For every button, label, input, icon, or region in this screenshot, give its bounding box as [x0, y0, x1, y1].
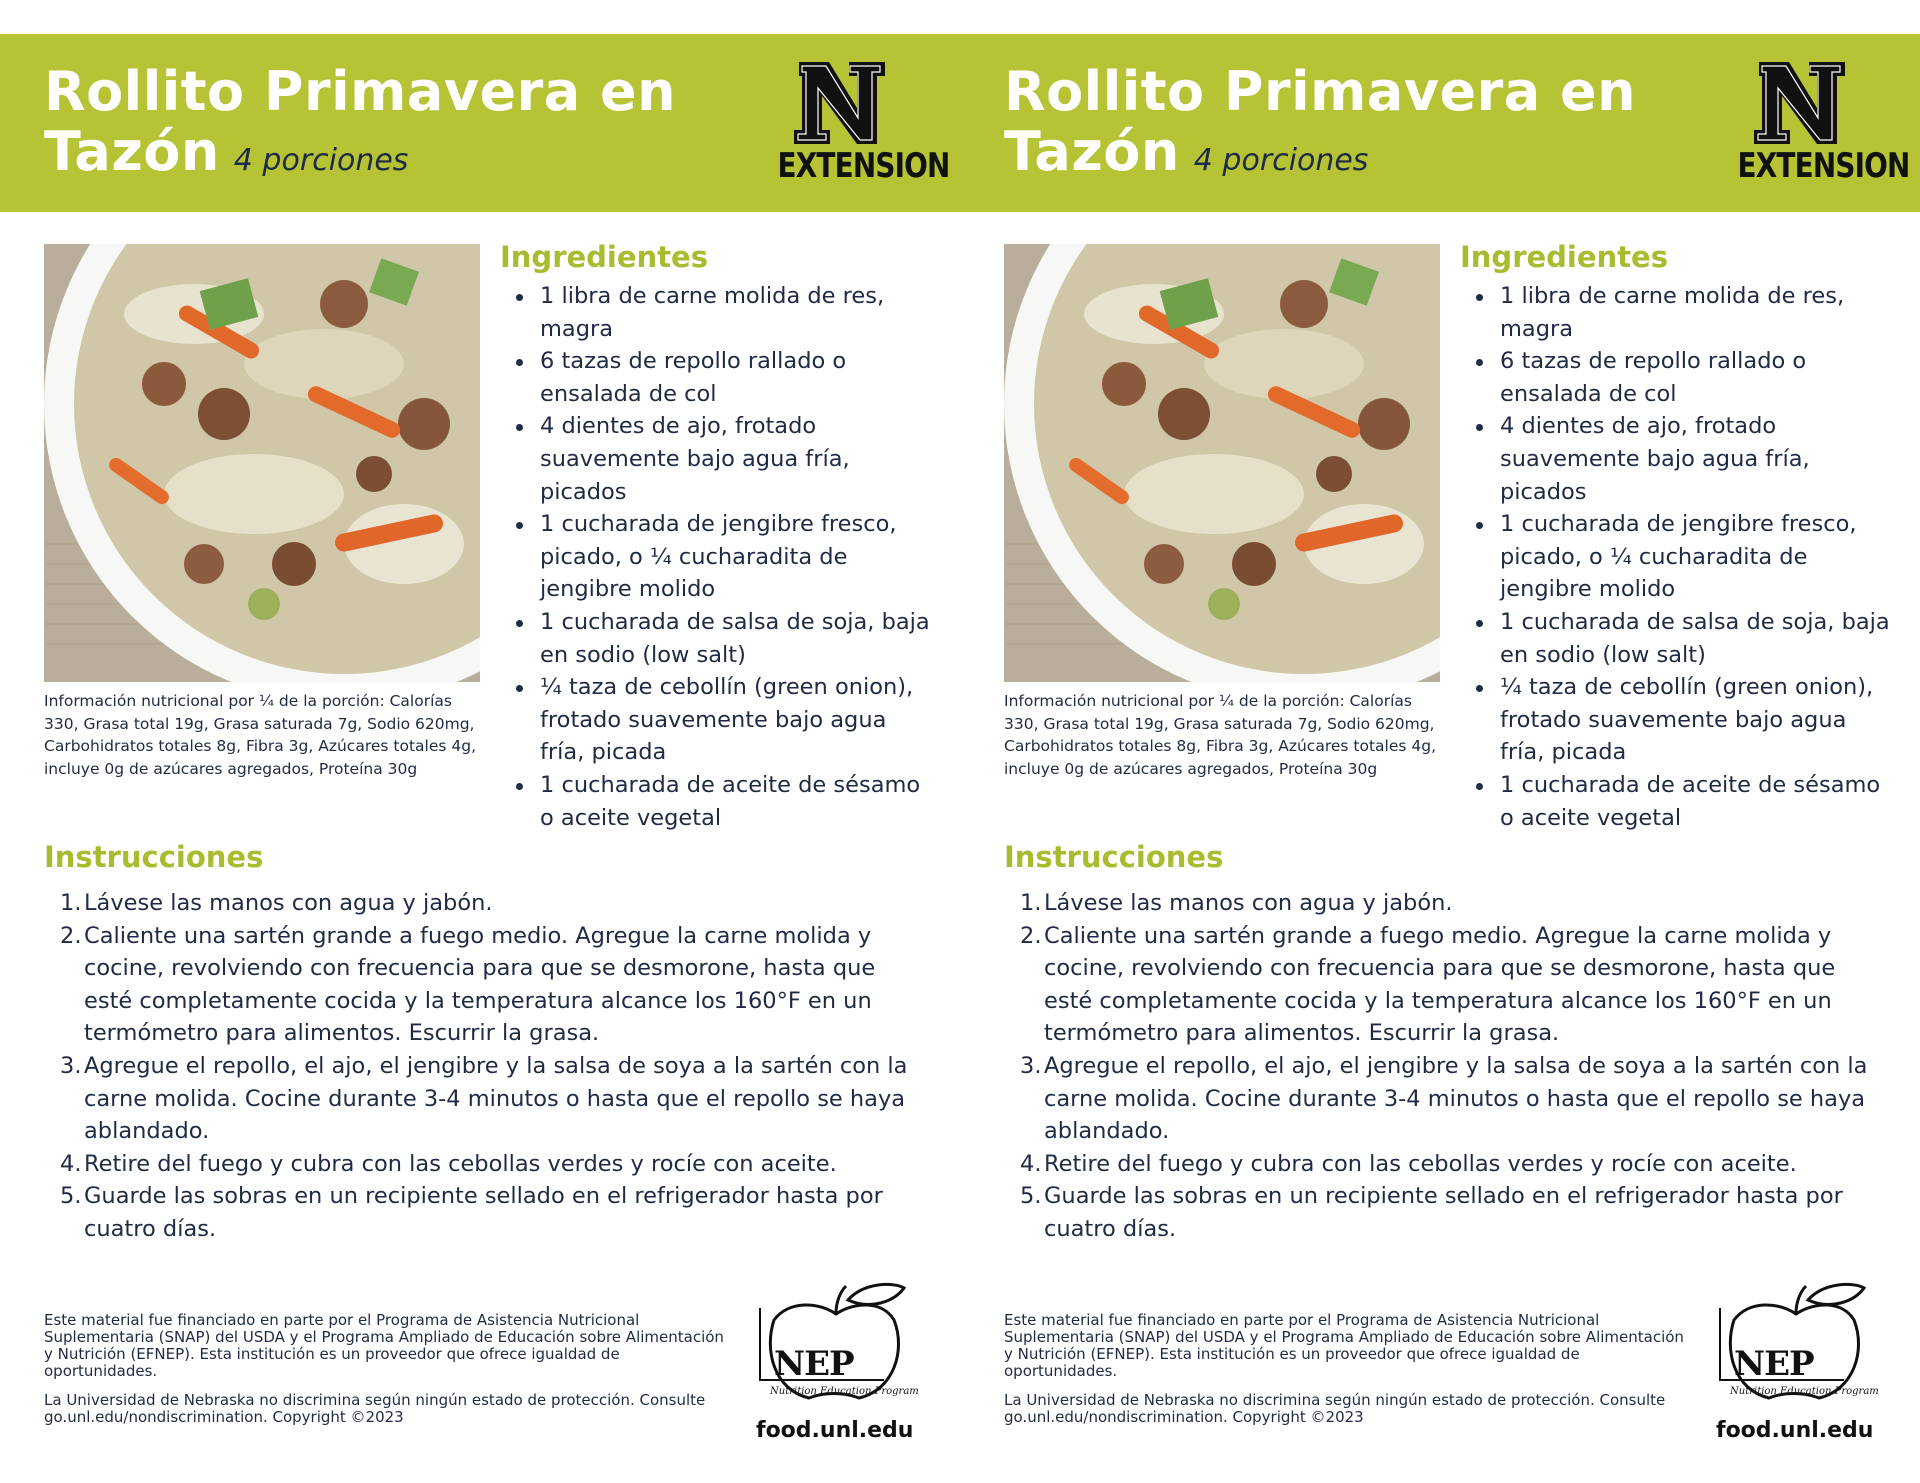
website-link[interactable]: food.unl.edu: [756, 1418, 914, 1443]
step-number: 2.: [60, 922, 82, 949]
egg-roll-bowl-image: [44, 244, 480, 682]
instruction-step: [60, 1050, 910, 1148]
instruction-step: [1020, 1050, 1870, 1148]
servings-label: 4 porciones: [1193, 143, 1369, 178]
title-line-2: Tazón: [1004, 120, 1180, 183]
nep-logo: [1714, 1280, 1884, 1410]
instruction-step: [60, 1180, 910, 1245]
instruction-step: [1020, 1148, 1870, 1181]
nep-logo: [754, 1280, 924, 1410]
ingredients-heading: Ingredientes: [1460, 240, 1668, 274]
nep-logo-text: NEP: [1734, 1344, 1814, 1384]
step-text: Lávese las manos con agua y jabón.: [84, 890, 493, 916]
ingredients-list: [1470, 280, 1890, 834]
step-number: 5.: [1020, 1183, 1042, 1210]
step-number: 1.: [60, 890, 82, 916]
footer-text: [1004, 1312, 1684, 1438]
instruction-step: [60, 1148, 910, 1181]
ingredient-item: 6 tazas de repollo rallado o ensalada de col: [1470, 345, 1890, 410]
ingredient-item: 6 tazas de repollo rallado o ensalada de col: [510, 345, 930, 410]
nondiscrimination-statement: La Universidad de Nebraska no discrimina según ningún estado de protección. Consulte go.unl.edu/nondiscrimination. Copyright ©2023: [1004, 1391, 1666, 1426]
instructions-list: [1020, 887, 1870, 1246]
nep-logo-text: NEP: [774, 1344, 854, 1384]
instructions-heading: Instrucciones: [1004, 840, 1224, 874]
website-link[interactable]: food.unl.edu: [1716, 1418, 1874, 1443]
title-banner: [960, 34, 1920, 212]
recipe-title: [44, 62, 724, 191]
recipe-card-right: [960, 34, 1920, 1483]
ingredient-item: 1 cucharada de salsa de soja, baja en sodio (low salt): [1470, 606, 1890, 671]
instruction-step: [1020, 887, 1870, 920]
recipe-photo: [1004, 244, 1440, 682]
step-text: Caliente una sartén grande a fuego medio. Agregue la carne molida y cocine, revolviendo con frecuencia para que se desmorone, hasta que esté completamente cocida y la temperatura alcance los 160°F en un termómetro para alimentos. Escurrir la grasa.: [84, 922, 876, 1047]
step-text: Guarde las sobras en un recipiente sellado en el refrigerador hasta por cuatro días.: [1044, 1183, 1843, 1242]
ingredient-item: 1 cucharada de aceite de sésamo o aceite vegetal: [510, 769, 930, 834]
recipe-title: [1004, 62, 1684, 191]
ingredients-list: [510, 280, 930, 834]
nutrition-info: Información nutricional por ¼ de la porción: Calorías 330, Grasa total 19g, Grasa saturada 7g, Sodio 620mg, Carbohidratos totales 8g, Fibra 3g, Azúcares totales 4g, incluye 0g de azúcares agregados, Proteína 30g: [1004, 692, 1437, 778]
step-text: Retire del fuego y cubra con las cebollas verdes y rocíe con aceite.: [84, 1150, 837, 1177]
servings-label: 4 porciones: [233, 143, 409, 178]
ingredient-item: 1 cucharada de salsa de soja, baja en sodio (low salt): [510, 606, 930, 671]
title-line-2: Tazón: [44, 120, 220, 183]
ingredient-item: 1 cucharada de aceite de sésamo o aceite vegetal: [1470, 769, 1890, 834]
ingredient-item: 4 dientes de ajo, frotado suavemente bajo agua fría, picados: [1470, 410, 1890, 508]
step-text: Retire del fuego y cubra con las cebollas verdes y rocíe con aceite.: [1044, 1150, 1797, 1177]
ingredient-item: ¼ taza de cebollín (green onion), frotado suavemente bajo agua fría, picada: [1470, 671, 1890, 769]
ingredient-item: 1 libra de carne molida de res, magra: [1470, 280, 1890, 345]
step-text: Agregue el repollo, el ajo, el jengibre y la salsa de soya a la sartén con la carne molida. Cocine durante 3-4 minutos o hasta que el repollo se haya ablandado.: [84, 1052, 908, 1145]
nutrition-info: Información nutricional por ¼ de la porción: Calorías 330, Grasa total 19g, Grasa saturada 7g, Sodio 620mg, Carbohidratos totales 8g, Fibra 3g, Azúcares totales 4g, incluye 0g de azúcares agregados, Proteína 30g: [44, 692, 477, 778]
funding-statement: Este material fue financiado en parte por el Programa de Asistencia Nutricional Suplementaria (SNAP) del USDA y el Programa Ampliado de Educación sobre Alimentación y Nutrición (EFNEP). Esta institución es un proveedor que ofrece igualdad de oportunidades.: [1004, 1311, 1684, 1380]
title-line-1: Rollito Primavera en: [44, 60, 677, 123]
nondiscrimination-statement: La Universidad de Nebraska no discrimina según ningún estado de protección. Consulte go.unl.edu/nondiscrimination. Copyright ©2023: [44, 1391, 706, 1426]
ingredient-item: ¼ taza de cebollín (green onion), frotado suavemente bajo agua fría, picada: [510, 671, 930, 769]
extension-logo: [1724, 58, 1910, 188]
title-line-1: Rollito Primavera en: [1004, 60, 1637, 123]
nep-logo-subtitle: Nutrition Education Program: [1730, 1386, 1879, 1397]
ingredient-item: 1 cucharada de jengibre fresco, picado, o ¼ cucharadita de jengibre molido: [1470, 508, 1890, 606]
instructions-list: [60, 887, 910, 1246]
instruction-step: [1020, 920, 1870, 1050]
title-banner: [0, 34, 960, 212]
step-number: 2.: [1020, 922, 1042, 949]
ingredient-item: 1 libra de carne molida de res, magra: [510, 280, 930, 345]
extension-text: EXTENSION: [777, 146, 950, 186]
step-text: Agregue el repollo, el ajo, el jengibre y la salsa de soya a la sartén con la carne molida. Cocine durante 3-4 minutos o hasta que el repollo se haya ablandado.: [1044, 1052, 1868, 1145]
egg-roll-bowl-image: [1004, 244, 1440, 682]
step-text: Lávese las manos con agua y jabón.: [1044, 890, 1453, 916]
step-number: 3.: [1020, 1052, 1042, 1079]
ingredient-item: 1 cucharada de jengibre fresco, picado, o ¼ cucharadita de jengibre molido: [510, 508, 930, 606]
recipe-photo: [44, 244, 480, 682]
step-text: Guarde las sobras en un recipiente sellado en el refrigerador hasta por cuatro días.: [84, 1183, 883, 1242]
instructions-heading: Instrucciones: [44, 840, 264, 874]
recipe-card-left: [0, 34, 960, 1483]
extension-logo: [764, 58, 950, 188]
n-logo-icon: [764, 58, 914, 148]
funding-statement: Este material fue financiado en parte por el Programa de Asistencia Nutricional Suplementaria (SNAP) del USDA y el Programa Ampliado de Educación sobre Alimentación y Nutrición (EFNEP). Esta institución es un proveedor que ofrece igualdad de oportunidades.: [44, 1311, 724, 1380]
footer-text: [44, 1312, 724, 1438]
instruction-step: [60, 920, 910, 1050]
step-number: 1.: [1020, 890, 1042, 916]
nep-logo-subtitle: Nutrition Education Program: [770, 1386, 919, 1397]
step-text: Caliente una sartén grande a fuego medio. Agregue la carne molida y cocine, revolviendo con frecuencia para que se desmorone, hasta que esté completamente cocida y la temperatura alcance los 160°F en un termómetro para alimentos. Escurrir la grasa.: [1044, 922, 1836, 1047]
extension-text: EXTENSION: [1737, 146, 1910, 186]
instruction-step: [60, 887, 910, 920]
step-number: 4.: [1020, 1150, 1042, 1177]
step-number: 3.: [60, 1052, 82, 1079]
step-number: 5.: [60, 1183, 82, 1210]
n-logo-icon: [1724, 58, 1874, 148]
ingredient-item: 4 dientes de ajo, frotado suavemente bajo agua fría, picados: [510, 410, 930, 508]
ingredients-heading: Ingredientes: [500, 240, 708, 274]
instruction-step: [1020, 1180, 1870, 1245]
step-number: 4.: [60, 1150, 82, 1177]
